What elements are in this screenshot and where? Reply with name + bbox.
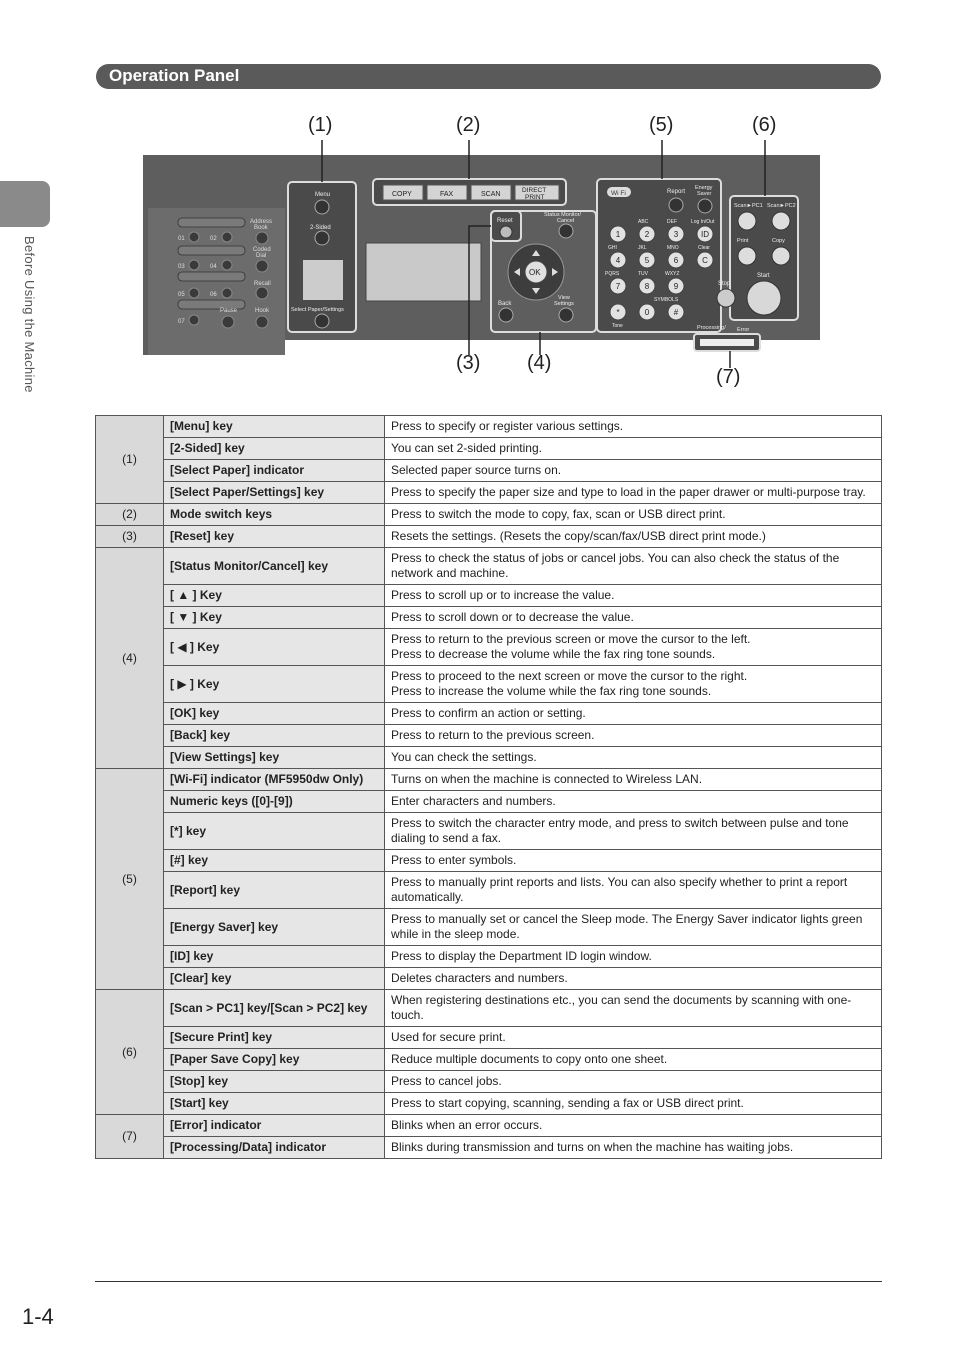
svg-text:0: 0 xyxy=(644,308,650,317)
svg-text:Dial: Dial xyxy=(256,253,267,259)
key-name: [Error] indicator xyxy=(164,1115,385,1137)
group-number: (7) xyxy=(96,1115,164,1159)
svg-text:Hook: Hook xyxy=(255,308,270,314)
svg-text:Print: Print xyxy=(737,238,749,244)
svg-text:TUV: TUV xyxy=(638,271,648,277)
key-description xyxy=(385,1027,882,1049)
table-row xyxy=(96,629,882,666)
description-line: Press to decrease the volume while the fax ring tone sounds. xyxy=(391,647,716,661)
key-description xyxy=(385,1093,882,1115)
svg-text:02: 02 xyxy=(210,236,217,242)
key-description xyxy=(385,438,882,460)
key-description xyxy=(385,968,882,990)
svg-text:Scan►PC1: Scan►PC1 xyxy=(734,203,763,209)
svg-text:Coded: Coded xyxy=(253,247,271,253)
table-row xyxy=(96,438,882,460)
description-line: Press to specify the paper size and type to load in the paper drawer or multi-purpose tray. xyxy=(391,485,866,499)
svg-text:Tone: Tone xyxy=(612,323,623,329)
table-row xyxy=(96,1093,882,1115)
svg-text:PQRS: PQRS xyxy=(605,271,620,277)
key-description xyxy=(385,504,882,526)
table-row xyxy=(96,504,882,526)
description-line: Press to manually print reports and lists. You can also specify whether to print a report automatically. xyxy=(391,875,848,904)
description-line: Resets the settings. (Resets the copy/scan/fax/USB direct print mode.) xyxy=(391,529,766,543)
key-description xyxy=(385,946,882,968)
table-row xyxy=(96,1115,882,1137)
key-description xyxy=(385,725,882,747)
description-line: Turns on when the machine is connected to Wireless LAN. xyxy=(391,772,703,786)
description-line: Press to switch the mode to copy, fax, scan or USB direct print. xyxy=(391,507,726,521)
key-description xyxy=(385,548,882,585)
description-line: When registering destinations etc., you can send the documents by scanning with one-touch. xyxy=(391,993,852,1022)
key-description xyxy=(385,747,882,769)
callout-7: (7) xyxy=(716,366,741,388)
description-line: Blinks when an error occurs. xyxy=(391,1118,543,1132)
description-line: Press to display the Department ID login window. xyxy=(391,949,652,963)
table-row xyxy=(96,585,882,607)
section-title: Operation Panel xyxy=(109,66,240,85)
description-line: Selected paper source turns on. xyxy=(391,463,562,477)
svg-text:Back: Back xyxy=(498,301,512,307)
svg-text:7: 7 xyxy=(615,282,621,291)
svg-text:Settings: Settings xyxy=(554,301,574,307)
svg-text:2: 2 xyxy=(644,230,650,239)
description-line: Press to manually set or cancel the Sleep mode. The Energy Saver indicator lights green while in the sleep mode. xyxy=(391,912,863,941)
svg-text:GHI: GHI xyxy=(608,245,617,251)
key-description xyxy=(385,629,882,666)
description-line: You can check the settings. xyxy=(391,750,537,764)
key-name: [Scan > PC1] key/[Scan > PC2] key xyxy=(164,990,385,1027)
key-description xyxy=(385,482,882,504)
key-name: [ ▲ ] Key xyxy=(164,585,385,607)
svg-text:#: # xyxy=(673,308,679,317)
svg-text:Wi Fi: Wi Fi xyxy=(611,190,626,197)
table-row xyxy=(96,460,882,482)
key-name: [ ◀ ] Key xyxy=(164,629,385,666)
key-name: Numeric keys ([0]-[9]) xyxy=(164,791,385,813)
menu-label: Menu xyxy=(315,192,331,198)
description-line: Enter characters and numbers. xyxy=(391,794,556,808)
table-row xyxy=(96,909,882,946)
key-name: [Secure Print] key xyxy=(164,1027,385,1049)
key-name: [Stop] key xyxy=(164,1071,385,1093)
chapter-tab xyxy=(0,181,50,227)
table-row xyxy=(96,791,882,813)
table-row xyxy=(96,666,882,703)
svg-text:07: 07 xyxy=(178,319,185,325)
svg-text:DEF: DEF xyxy=(667,219,677,225)
key-description xyxy=(385,872,882,909)
mode-key-scan: SCAN xyxy=(481,191,501,198)
table-row xyxy=(96,968,882,990)
svg-text:View: View xyxy=(558,295,570,301)
key-description-table xyxy=(95,415,882,1159)
description-line: Press to cancel jobs. xyxy=(391,1074,502,1088)
key-name: [Back] key xyxy=(164,725,385,747)
svg-text:Processing/: Processing/ xyxy=(697,325,726,331)
svg-text:Select Paper/Settings: Select Paper/Settings xyxy=(291,307,344,313)
svg-text:ABC: ABC xyxy=(638,219,649,225)
svg-text:6: 6 xyxy=(673,256,679,265)
key-description xyxy=(385,1137,882,1159)
table-row xyxy=(96,1027,882,1049)
table-row xyxy=(96,526,882,548)
svg-text:DIRECT: DIRECT xyxy=(522,187,547,194)
table-row xyxy=(96,725,882,747)
description-line: Press to proceed to the next screen or move the cursor to the right. xyxy=(391,669,748,683)
description-line: Press to switch the character entry mode, and press to switch between pulse and tone dialing to send a fax. xyxy=(391,816,849,845)
group-number: (1) xyxy=(96,416,164,504)
key-description xyxy=(385,850,882,872)
mode-key-copy: COPY xyxy=(392,191,412,198)
key-description xyxy=(385,909,882,946)
key-description xyxy=(385,666,882,703)
group-number: (4) xyxy=(96,548,164,769)
description-line: Press to confirm an action or setting. xyxy=(391,706,586,720)
svg-text:*: * xyxy=(616,308,620,317)
svg-text:Clear: Clear xyxy=(698,245,710,251)
key-description xyxy=(385,585,882,607)
callout-6: (6) xyxy=(752,114,777,136)
onetouch-01: 01 xyxy=(178,236,185,242)
page-number: 1-4 xyxy=(22,1304,54,1329)
svg-text:Cancel: Cancel xyxy=(557,218,575,224)
svg-text:Pause: Pause xyxy=(220,308,238,314)
key-name: [Wi-Fi] indicator (MF5950dw Only) xyxy=(164,769,385,791)
svg-text:03: 03 xyxy=(178,264,185,270)
group-number: (2) xyxy=(96,504,164,526)
svg-text:Recall: Recall xyxy=(254,281,271,287)
key-name: [2-Sided] key xyxy=(164,438,385,460)
key-description xyxy=(385,1115,882,1137)
key-name: [Select Paper/Settings] key xyxy=(164,482,385,504)
description-line: Press to return to the previous screen. xyxy=(391,728,595,742)
table-row xyxy=(96,813,882,850)
svg-text:Status Monitor/: Status Monitor/ xyxy=(544,212,581,218)
svg-text:2-Sided: 2-Sided xyxy=(310,225,331,231)
svg-text:4: 4 xyxy=(615,256,621,265)
svg-text:ID: ID xyxy=(701,230,709,239)
svg-text:04: 04 xyxy=(210,264,217,270)
description-line: Press to check the status of jobs or cancel jobs. You can also check the status of the network and machine. xyxy=(391,551,840,580)
callout-4: (4) xyxy=(527,352,552,374)
key-name: [Start] key xyxy=(164,1093,385,1115)
table-row xyxy=(96,703,882,725)
callout-2: (2) xyxy=(456,114,481,136)
table-row xyxy=(96,1049,882,1071)
key-name: [Clear] key xyxy=(164,968,385,990)
table-row xyxy=(96,482,882,504)
callout-5: (5) xyxy=(649,114,674,136)
table-row xyxy=(96,416,882,438)
key-description xyxy=(385,607,882,629)
description-line: Press to enter symbols. xyxy=(391,853,517,867)
group-number: (5) xyxy=(96,769,164,990)
table-row xyxy=(96,607,882,629)
description-line: Press to start copying, scanning, sending a fax or USB direct print. xyxy=(391,1096,744,1110)
svg-text:Log In/Out: Log In/Out xyxy=(691,219,715,225)
key-name: [#] key xyxy=(164,850,385,872)
svg-text:WXYZ: WXYZ xyxy=(665,271,680,277)
svg-text:Error: Error xyxy=(737,327,750,333)
key-description xyxy=(385,813,882,850)
svg-text:8: 8 xyxy=(644,282,650,291)
key-name: [Report] key xyxy=(164,872,385,909)
svg-text:3: 3 xyxy=(673,230,679,239)
table-row xyxy=(96,990,882,1027)
key-description xyxy=(385,791,882,813)
svg-text:1: 1 xyxy=(615,230,621,239)
description-line: Deletes characters and numbers. xyxy=(391,971,568,985)
key-name: [Energy Saver] key xyxy=(164,909,385,946)
key-name: [Status Monitor/Cancel] key xyxy=(164,548,385,585)
svg-text:MNO: MNO xyxy=(667,245,679,251)
description-line: Press to increase the volume while the fax ring tone sounds. xyxy=(391,684,712,698)
key-description xyxy=(385,1071,882,1093)
svg-text:05: 05 xyxy=(178,292,185,298)
svg-text:06: 06 xyxy=(210,292,217,298)
svg-text:Book: Book xyxy=(254,225,268,231)
key-description xyxy=(385,990,882,1027)
key-description xyxy=(385,526,882,548)
svg-text:Start: Start xyxy=(757,273,770,279)
table-row xyxy=(96,1071,882,1093)
svg-text:Reset: Reset xyxy=(497,218,513,224)
svg-text:Scan►PC2: Scan►PC2 xyxy=(767,203,796,209)
key-description xyxy=(385,416,882,438)
table-row xyxy=(96,850,882,872)
table-row xyxy=(96,872,882,909)
table-row xyxy=(96,769,882,791)
key-name: [*] key xyxy=(164,813,385,850)
table-row xyxy=(96,548,882,585)
table-row xyxy=(96,1137,882,1159)
description-line: Press to scroll up or to increase the value. xyxy=(391,588,615,602)
key-name: [Menu] key xyxy=(164,416,385,438)
group-number: (6) xyxy=(96,990,164,1115)
callout-3: (3) xyxy=(456,352,481,374)
description-line: Used for secure print. xyxy=(391,1030,506,1044)
key-name: [ ▼ ] Key xyxy=(164,607,385,629)
key-name: [ ▶ ] Key xyxy=(164,666,385,703)
key-name: [ID] key xyxy=(164,946,385,968)
chapter-label: Before Using the Machine xyxy=(22,236,37,393)
description-line: Press to specify or register various settings. xyxy=(391,419,624,433)
mode-key-fax: FAX xyxy=(440,191,454,198)
ok-key-label: OK xyxy=(529,268,541,277)
svg-text:5: 5 xyxy=(644,256,650,265)
group-number: (3) xyxy=(96,526,164,548)
key-description xyxy=(385,769,882,791)
description-line: Press to scroll down or to decrease the value. xyxy=(391,610,634,624)
svg-text:Saver: Saver xyxy=(697,191,712,197)
footer-rule xyxy=(95,1281,882,1282)
lcd-screen xyxy=(366,243,481,301)
key-name: [Paper Save Copy] key xyxy=(164,1049,385,1071)
description-line: Reduce multiple documents to copy onto one sheet. xyxy=(391,1052,668,1066)
description-line: Press to return to the previous screen or move the cursor to the left. xyxy=(391,632,751,646)
callout-1: (1) xyxy=(308,114,333,136)
section-header xyxy=(96,64,881,89)
svg-text:SYMBOLS: SYMBOLS xyxy=(654,297,679,303)
table-row xyxy=(96,946,882,968)
key-name: [Reset] key xyxy=(164,526,385,548)
svg-text:JKL: JKL xyxy=(638,245,647,251)
key-name: [View Settings] key xyxy=(164,747,385,769)
svg-text:9: 9 xyxy=(673,282,679,291)
operation-panel-diagram xyxy=(140,110,840,395)
key-name: [Processing/Data] indicator xyxy=(164,1137,385,1159)
svg-text:Address: Address xyxy=(250,219,273,225)
svg-text:PRINT: PRINT xyxy=(525,194,545,201)
key-description xyxy=(385,1049,882,1071)
table-row xyxy=(96,747,882,769)
svg-text:Report: Report xyxy=(667,189,686,195)
description-line: Blinks during transmission and turns on when the machine has waiting jobs. xyxy=(391,1140,794,1154)
svg-text:Copy: Copy xyxy=(772,238,785,244)
svg-text:Energy: Energy xyxy=(695,185,713,191)
key-description xyxy=(385,703,882,725)
svg-text:Stop: Stop xyxy=(718,281,731,287)
key-name: [Select Paper] indicator xyxy=(164,460,385,482)
description-line: You can set 2-sided printing. xyxy=(391,441,542,455)
key-name: [OK] key xyxy=(164,703,385,725)
svg-text:C: C xyxy=(702,256,708,265)
key-name: Mode switch keys xyxy=(164,504,385,526)
key-description xyxy=(385,460,882,482)
